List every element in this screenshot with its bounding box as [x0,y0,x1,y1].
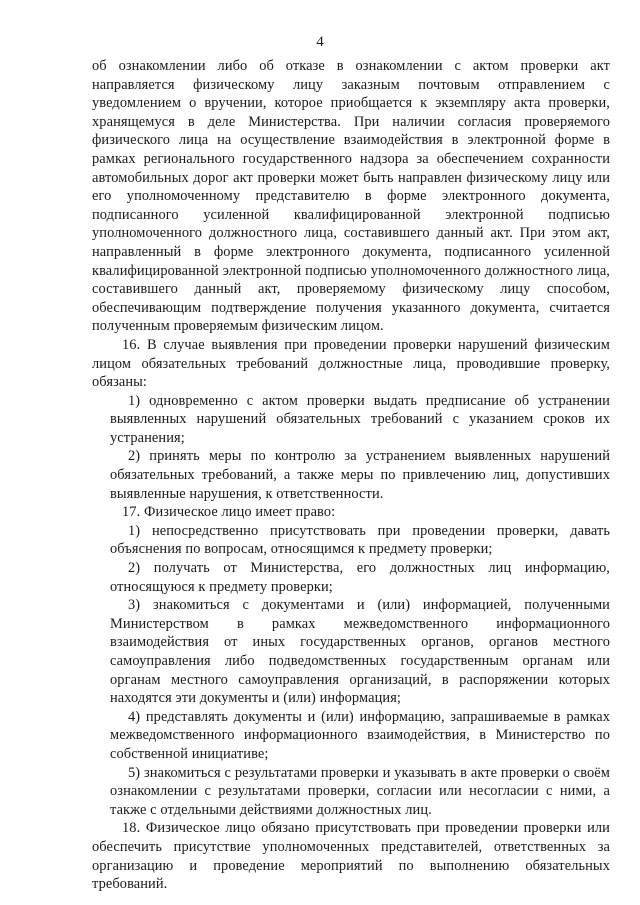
paragraph-16-item-1: 1) одновременно с актом проверки выдать предписание об устранении выявленных нарушений обязательных требований с указанием сроков их устранения; [110,392,610,446]
paragraph-17-item-1: 1) непосредственно присутствовать при проведении проверки, давать объяснения по вопросам, относящимся к предмету проверки; [110,522,610,558]
paragraph-17-item-3: 3) знакомиться с документами и (или) информацией, полученными Министерством в рамках межведомственного информационного взаимодействия от иных государственных органов, органов местного самоуправления либо подведомственных государственным органам или органам местного самоуправления организаций, в распоряжении которых находятся эти документы и (или) информация; [110,597,610,707]
page-number: 4 [316,34,324,50]
paragraph-18: 18. Физическое лицо обязано присутствовать при проведении проверки или обеспечить присутствие уполномоченных представителей, ответственных за организацию и проведение мероприятий по выполнению обязательных требований. [92,820,610,893]
paragraph-17: 17. Физическое лицо имеет право: [122,504,336,521]
paragraph-17-item-5: 5) знакомиться с результатами проверки и указывать в акте проверки о своём ознакомлении с результатами проверки, согласии или несогласии с ними, а также с отдельными действиями должностных лиц. [110,764,610,818]
paragraph-17-item-4: 4) представлять документы и (или) информацию, запрашиваемые в рамках межведомственного информационного взаимодействия, в Министерство по собственной инициативе; [110,708,610,762]
paragraph-16-item-2: 2) принять меры по контролю за устранением выявленных нарушений обязательных требований, а также меры по привлечению лиц, допустивших выявленные нарушения, к ответственности. [110,448,610,502]
paragraph-continuation: об ознакомлении либо об отказе в ознакомлении с актом проверки акт направляется физическому лицу заказным почтовым отправлением с уведомлением о вручении, которое приобщается к экземпляру акта проверки, хранящемуся в деле Министерства. При наличии согласия проверяемого физического лица на осуществление взаимодействия в электронной форме в рамках регионального государственного надзора за обеспечением сохранности автомобильных дорог акт проверки может быть направлен физическому лицу или его уполномоченному представителю в форме электронного документа, подписанного усиленной квалифицированной электронной подписью уполномоченного должностного лица, составившего данный акт. При этом акт, направленный в форме электронного документа, подписанного усиленной квалифицированной электронной подписью уполномоченного должностного лица, составившего данный акт, проверяемому физическому лицу способом, обеспечивающим подтверждение получения указанного документа, считается полученным проверяемым физическим лицом. [92,58,610,335]
paragraph-16: 16. В случае выявления при проведении проверки нарушений физическим лицом обязательных требований должностные лица, проводившие проверку, обязаны: [92,336,610,391]
paragraph-17-item-2: 2) получать от Министерства, его должностных лиц информацию, относящуюся к предмету проверки; [110,560,610,595]
document-body [92,57,610,894]
